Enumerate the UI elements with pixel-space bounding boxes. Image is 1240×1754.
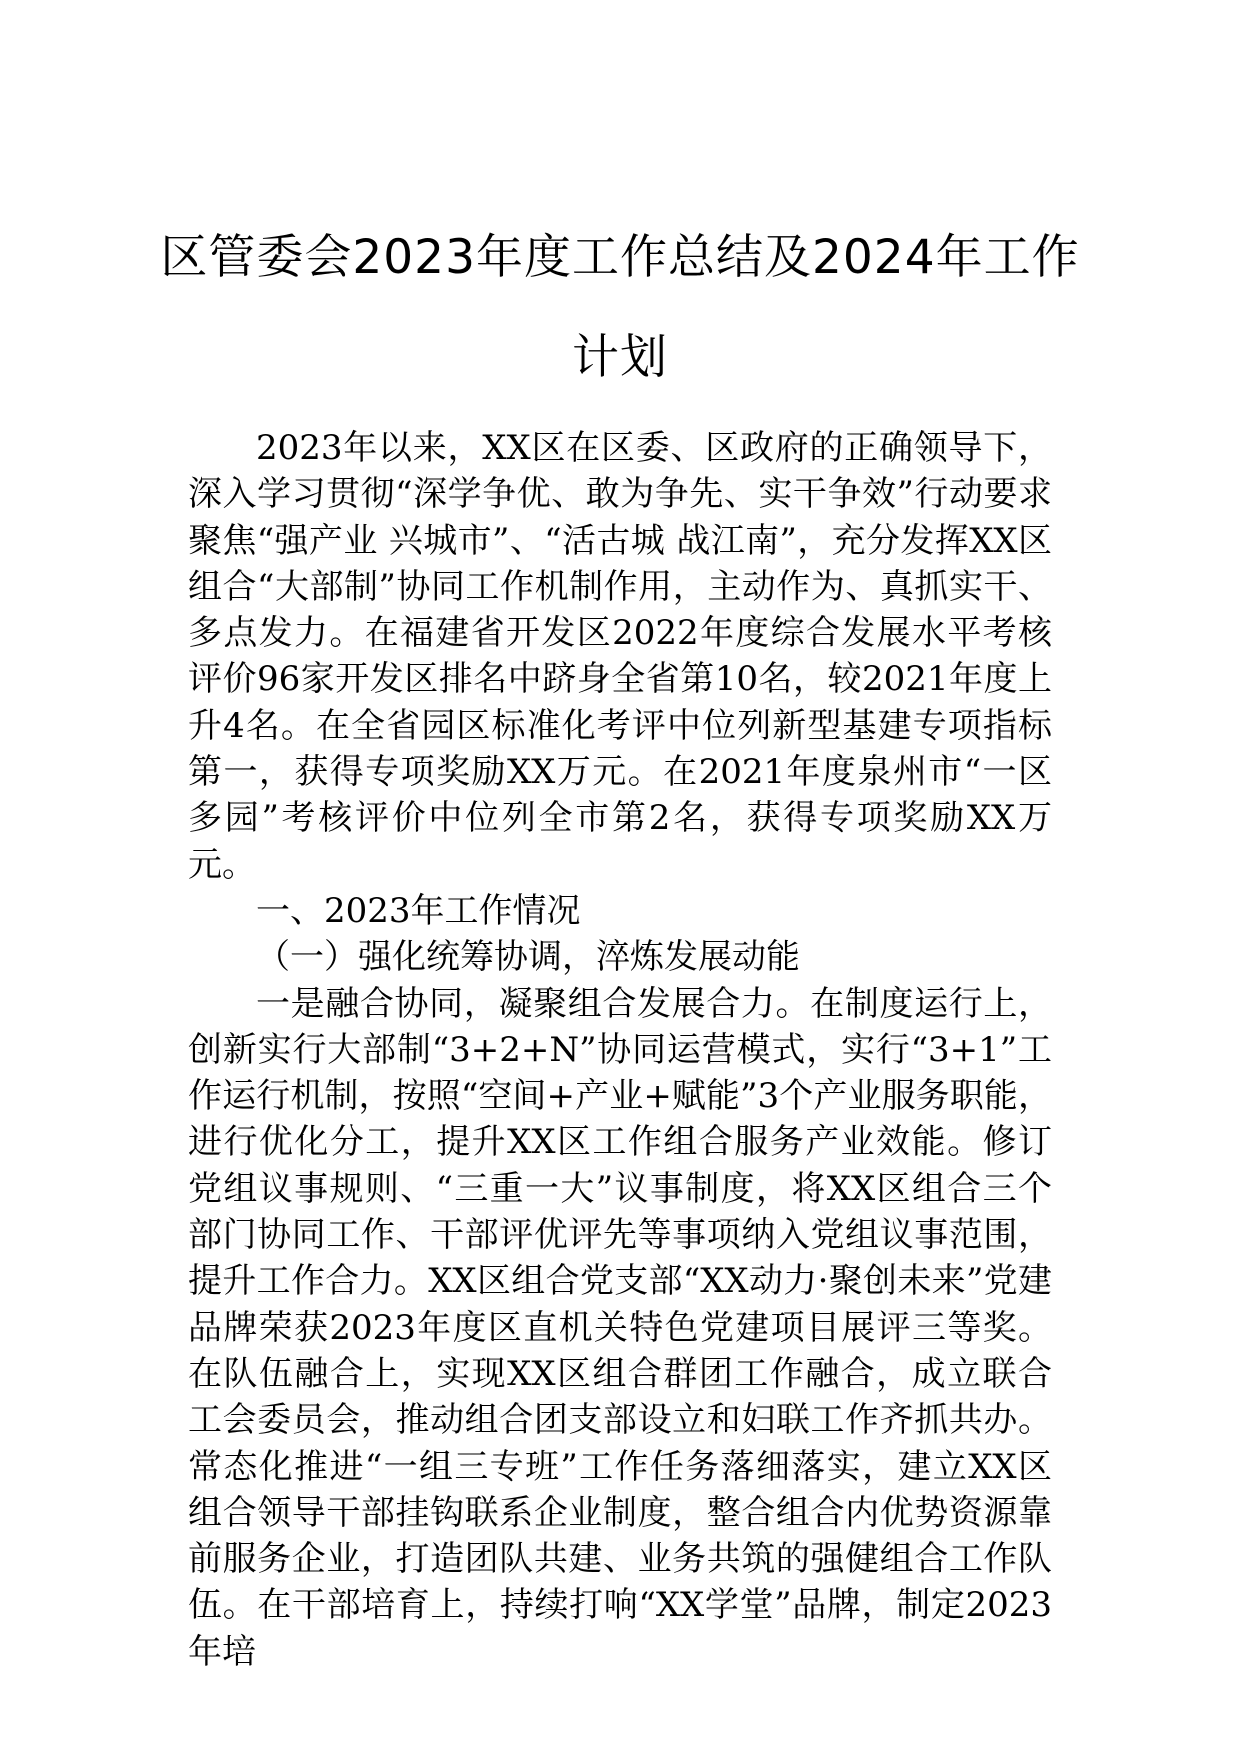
document-title — [150, 208, 1090, 408]
intro-paragraph: 2023年以来，XX区在区委、区政府的正确领导下，深入学习贯彻“深学争优、敢为争先、实干争效”行动要求聚焦“强产业 兴城市”、“活古城 战江南”，充分发挥XX区组合“大部制”协同工作机制作用，主动作为、真抓实干、多点发力。在福建省开发区2022年度综合发展水平考核评价96家开发区排名中跻身全省第10名，较2021年度上升4名。在全省园区标准化考评中位列新型基建专项指标第一，获得专项奖励XX万元。在2021年度泉州市“一区多园”考核评价中位列全市第2名，获得专项奖励XX万元。 — [188, 428, 1052, 885]
body-paragraph: 一是融合协同，凝聚组合发展合力。在制度运行上，创新实行大部制“3+2+N”协同运营模式，实行“3+1”工作运行机制，按照“空间+产业+赋能”3个产业服务职能，进行优化分工，提升XX区工作组合服务产业效能。修订党组议事规则、“三重一大”议事制度，将XX区组合三个部门协同工作、干部评优评先等事项纳入党组议事范围，提升工作合力。XX区组合党支部“XX动力·聚创未来”党建品牌荣获2023年度区直机关特色党建项目展评三等奖。在队伍融合上，实现XX区组合群团工作融合，成立联合工会委员会，推动组合团支部设立和妇联工作齐抓共办。常态化推进“一组三专班”工作任务落细落实，建立XX区组合领导干部挂钩联系企业制度，整合组合内优势资源靠前服务企业，打造团队共建、业务共筑的强健组合工作队伍。在干部培育上，持续打响“XX学堂”品牌，制定2023年培 — [188, 983, 1052, 1672]
title-line-2: 计划 — [572, 330, 668, 385]
subsection-heading: （一）强化统筹协调，淬炼发展动能 — [256, 937, 800, 978]
section-heading: 一、2023年工作情况 — [256, 890, 581, 931]
document-body — [188, 425, 1052, 1675]
title-line-1: 区管委会2023年度工作总结及2024年工作 — [160, 230, 1080, 285]
